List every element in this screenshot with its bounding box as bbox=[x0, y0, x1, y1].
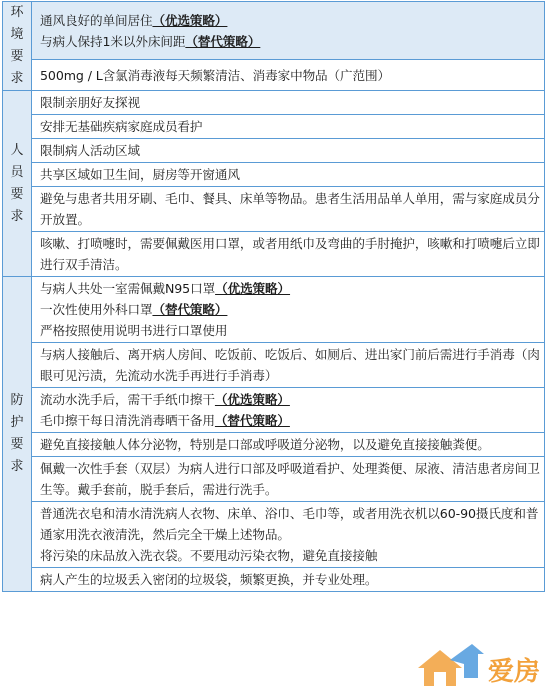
guideline-line bbox=[40, 10, 540, 31]
watermark-text: 爱房 bbox=[488, 657, 541, 687]
guideline-cell bbox=[32, 343, 545, 388]
table-row bbox=[3, 60, 545, 91]
guideline-cell bbox=[32, 139, 545, 163]
guideline-cell bbox=[32, 277, 545, 343]
guideline-text: 佩戴一次性手套（双层）为病人进行口部及呼吸道看护、处理粪便、尿液、清洁患者房间卫生等。戴手套前，脱手套后，需进行洗手。 bbox=[40, 461, 540, 497]
guideline-text: 将污染的床品放入洗衣袋。不要甩动污染衣物，避免直接接触 bbox=[40, 548, 378, 563]
guideline-text: 病人产生的垃圾丢入密闭的垃圾袋，频繁更换，并专业处理。 bbox=[40, 572, 378, 587]
guideline-cell bbox=[32, 187, 545, 232]
guideline-line bbox=[40, 116, 540, 137]
table-row bbox=[3, 163, 545, 187]
strategy-tag: （优选策略） bbox=[214, 392, 290, 407]
guideline-text: 共享区域如卫生间，厨房等开窗通风 bbox=[40, 167, 240, 182]
guideline-text: 与病人共处一室需佩戴N95口罩 bbox=[40, 281, 216, 296]
guideline-line bbox=[40, 299, 540, 320]
guideline-line bbox=[40, 458, 540, 500]
guideline-text: 限制病人活动区域 bbox=[40, 143, 140, 158]
guideline-text: 与病人接触后、离开病人房间、吃饭前、吃饭后、如厕后、进出家门前后需进行手消毒（肉眼可见污渍，先流动水洗手再进行手消毒） bbox=[40, 347, 540, 383]
guideline-line bbox=[40, 65, 540, 86]
guideline-line bbox=[40, 278, 540, 299]
guideline-text: 避免直接接触人体分泌物，特别是口部或呼吸道分泌物，以及避免直接接触粪便。 bbox=[40, 437, 490, 452]
table-row bbox=[3, 502, 545, 568]
guideline-cell bbox=[32, 91, 545, 115]
guideline-cell bbox=[32, 502, 545, 568]
guideline-text: 毛巾擦干每日清洗消毒晒干备用 bbox=[40, 413, 215, 428]
guideline-cell bbox=[32, 60, 545, 91]
table-row bbox=[3, 2, 545, 60]
section-label bbox=[3, 2, 32, 91]
section-label-char: 要 bbox=[10, 49, 24, 64]
section-label-char: 环 bbox=[10, 5, 24, 20]
guideline-line bbox=[40, 164, 540, 185]
table-row bbox=[3, 91, 545, 115]
strategy-tag: （优选策略） bbox=[215, 281, 291, 296]
table-row bbox=[3, 277, 545, 343]
guideline-text: 咳嗽、打喷嚏时，需要佩戴医用口罩，或者用纸巾及弯曲的手肘掩护，咳嗽和打喷嚏后立即进行双手清洁。 bbox=[40, 236, 540, 272]
section-label-char: 护 bbox=[10, 415, 24, 430]
guideline-cell bbox=[32, 457, 545, 502]
section-label-char: 境 bbox=[10, 27, 24, 42]
guideline-line bbox=[40, 31, 540, 52]
guideline-text: 限制亲朋好友探视 bbox=[40, 95, 140, 110]
section-label-char: 员 bbox=[10, 164, 24, 180]
guideline-cell bbox=[32, 568, 545, 592]
guideline-line bbox=[40, 434, 540, 455]
table-row bbox=[3, 187, 545, 232]
guideline-line bbox=[40, 140, 540, 161]
guideline-line bbox=[40, 320, 540, 341]
table-row bbox=[3, 232, 545, 277]
guideline-line bbox=[40, 344, 540, 386]
table-row bbox=[3, 457, 545, 502]
guideline-line bbox=[40, 569, 540, 590]
table-row bbox=[3, 115, 545, 139]
section-label-char: 求 bbox=[10, 71, 24, 86]
guideline-cell bbox=[32, 115, 545, 139]
guideline-cell bbox=[32, 2, 545, 60]
guideline-text: 避免与患者共用牙刷、毛巾、餐具、床单等物品。患者生活用品单人单用，需与家庭成员分开放置。 bbox=[40, 191, 540, 227]
guideline-line bbox=[40, 92, 540, 113]
guideline-text: 安排无基础疾病家庭成员看护 bbox=[40, 119, 203, 134]
section-label-char: 人 bbox=[10, 142, 24, 158]
strategy-tag: （优选策略） bbox=[152, 12, 228, 28]
section-label bbox=[3, 91, 32, 277]
strategy-tag: （替代策略） bbox=[214, 413, 290, 428]
table-row bbox=[3, 433, 545, 457]
table-row bbox=[3, 568, 545, 592]
strategy-tag: （替代策略） bbox=[152, 302, 228, 317]
guideline-text: 500mg / L含氯消毒液每天频繁清洁、消毒家中物品（广范围） bbox=[40, 67, 391, 83]
guideline-cell bbox=[32, 163, 545, 187]
guideline-line bbox=[40, 545, 540, 566]
house-logo-icon bbox=[418, 644, 484, 686]
section-label-char: 要 bbox=[10, 437, 24, 452]
table-row bbox=[3, 139, 545, 163]
guideline-text: 通风良好的单间居住 bbox=[40, 12, 153, 28]
guideline-text: 普通洗衣皂和清水清洗病人衣物、床单、浴巾、毛巾等，或者用洗衣机以60-90摄氏度和普通家用洗衣液清洗，然后完全干燥上述物品。 bbox=[40, 506, 539, 542]
guideline-text: 一次性使用外科口罩 bbox=[40, 302, 153, 317]
section-label-char: 求 bbox=[10, 459, 24, 474]
guideline-line bbox=[40, 389, 540, 410]
guideline-text: 与病人保持1米以外床间距 bbox=[40, 33, 186, 49]
guideline-cell bbox=[32, 388, 545, 433]
table-row bbox=[3, 388, 545, 433]
strategy-tag: （替代策略） bbox=[185, 33, 261, 49]
table-row bbox=[3, 343, 545, 388]
guideline-line bbox=[40, 410, 540, 431]
guideline-cell bbox=[32, 232, 545, 277]
guideline-line bbox=[40, 188, 540, 230]
section-label-char: 防 bbox=[10, 393, 24, 408]
section-label-char: 求 bbox=[10, 208, 24, 224]
guideline-cell bbox=[32, 433, 545, 457]
guidelines-table bbox=[2, 1, 545, 592]
guideline-text: 严格按照使用说明书进行口罩使用 bbox=[40, 323, 228, 338]
guideline-text: 流动水洗手后，需干手纸巾擦干 bbox=[40, 392, 215, 407]
section-label bbox=[3, 277, 32, 592]
watermark-logo bbox=[414, 638, 544, 690]
section-label-char: 要 bbox=[10, 186, 24, 202]
guideline-line bbox=[40, 503, 540, 545]
guideline-line bbox=[40, 233, 540, 275]
